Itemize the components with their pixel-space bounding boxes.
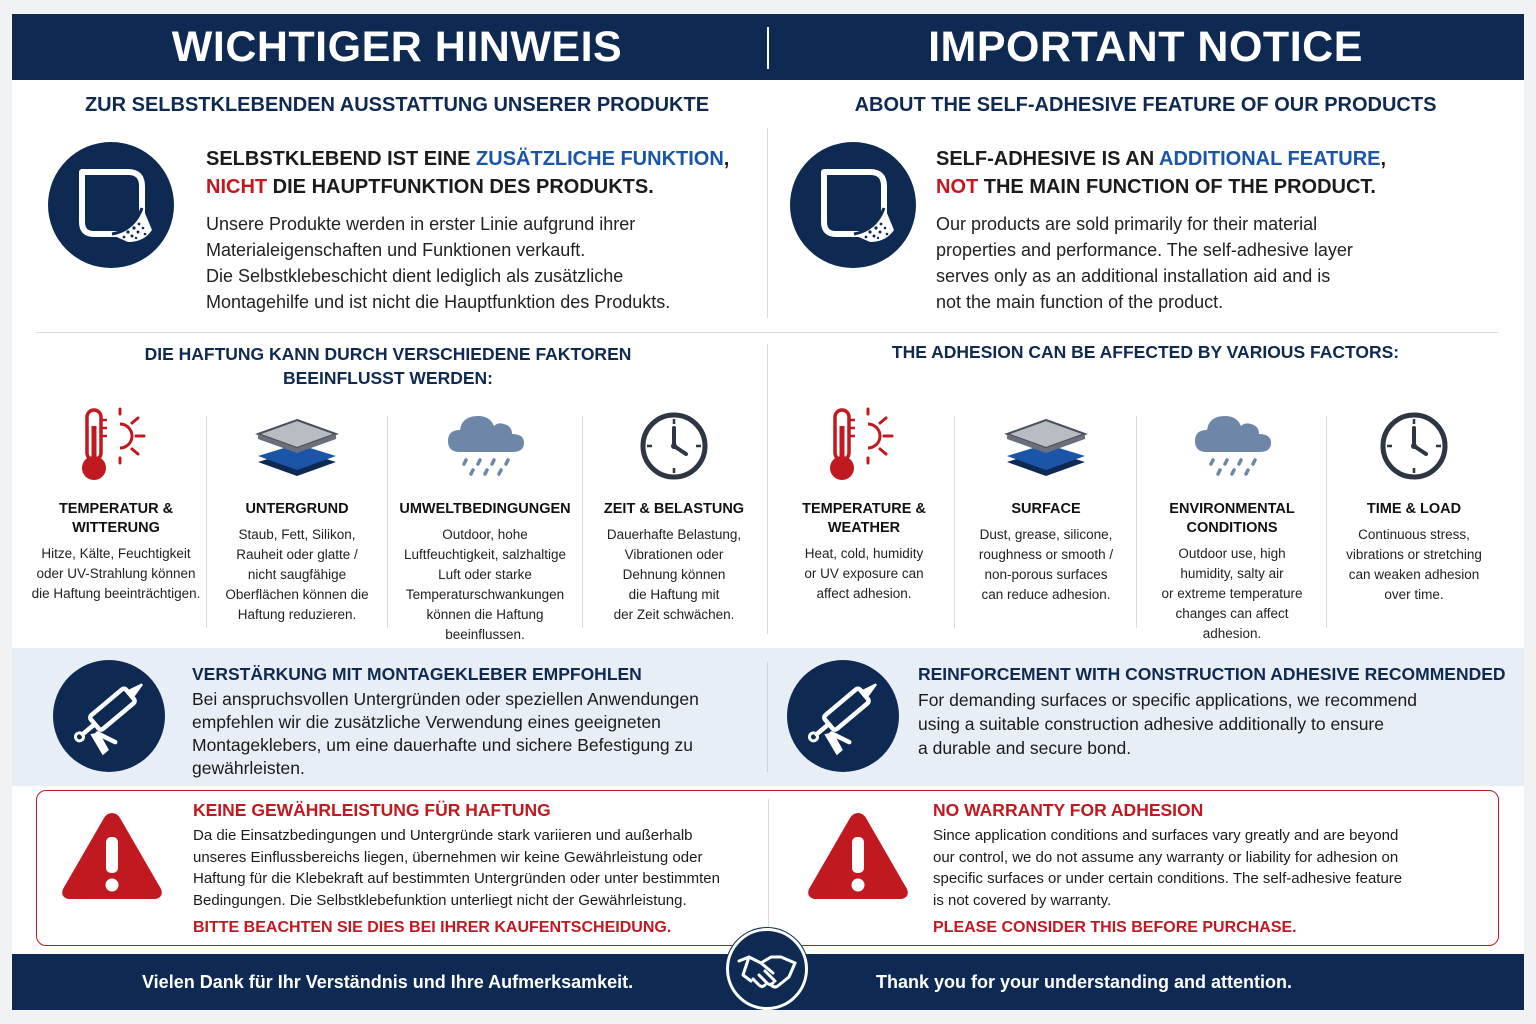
intro-body-en-line: not the main function of the product. <box>936 292 1224 312</box>
factor-body-line: der Zeit schwächen. <box>613 607 735 622</box>
warning-triangle-icon <box>803 807 913 907</box>
adhesive-sheet-icon <box>48 142 174 268</box>
factor-body-line: Dehnung können <box>622 567 726 582</box>
reinforcement-body-line: gewährleisten. <box>192 758 305 778</box>
subtitle-de: ZUR SELBSTKLEBENDEN AUSSTATTUNG UNSERER PRODUKTE <box>84 93 710 116</box>
warranty-body-line: specific surfaces or under certain conditions. The self-adhesive feature <box>933 870 1403 887</box>
warranty-body-line: Haftung für die Klebekraft auf bestimmten Untergründen oder unter bestimmten <box>193 870 720 887</box>
intro-title-en-highlight: ADDITIONAL FEATURE <box>1159 148 1381 170</box>
factor-title-line: TIME & LOAD <box>1366 501 1462 517</box>
thermometer-sun-icon <box>774 406 954 486</box>
factor-body-line: roughness or smooth / <box>978 547 1114 562</box>
factor-divider <box>206 416 207 628</box>
factor-body-line: vibrations or stretching <box>1346 547 1482 562</box>
footer-text-en: Thank you for your understanding and attention. <box>876 971 1293 992</box>
warranty-title-de: KEINE GEWÄHRLEISTUNG FÜR HAFTUNG <box>193 800 551 820</box>
factor-body-line: Luft oder starke <box>438 567 532 582</box>
factor-title-line: CONDITIONS <box>1186 520 1278 536</box>
factor-body-line: Hitze, Kälte, Feuchtigkeit <box>41 546 191 561</box>
reinforcement-body-line: For demanding surfaces or specific applications, we recommend <box>918 690 1417 710</box>
warranty-title-en: NO WARRANTY FOR ADHESION <box>933 800 1204 820</box>
caulking-gun-icon <box>787 660 899 772</box>
intro-title-de <box>206 145 766 201</box>
factor-body-line: affect adhesion. <box>816 586 912 601</box>
rain-cloud-icon <box>389 406 581 486</box>
intro-body-de-line: Montagehilfe und ist nicht die Hauptfunktion des Produkts. <box>206 292 671 312</box>
warranty-footer-en: PLEASE CONSIDER THIS BEFORE PURCHASE. <box>933 919 1297 936</box>
factor-body-line: can reduce adhesion. <box>981 587 1111 602</box>
factor-title-line: SURFACE <box>1011 501 1081 517</box>
factor-body-line: beeinflussen. <box>445 627 525 642</box>
factors-heading-de-line: BEEINFLUSST WERDEN: <box>283 368 493 388</box>
intro-body-en-line: Our products are sold primarily for their material <box>936 214 1318 234</box>
factor-divider <box>582 416 583 628</box>
factor-body-line: Dauerhafte Belastung, <box>606 527 742 542</box>
intro-title-en-part3: THE MAIN FUNCTION OF THE PRODUCT. <box>978 176 1376 198</box>
factor-body-line: Luftfeuchtigkeit, salzhaltige <box>403 547 567 562</box>
rain-cloud-icon <box>1138 406 1326 486</box>
intro-body-en-line: properties and performance. The self-adhesive layer <box>936 240 1353 260</box>
factor-title-line: TEMPERATURE & <box>802 501 926 517</box>
reinforcement-body-line: Montageklebers, um eine dauerhafte und sichere Befestigung zu <box>192 735 694 755</box>
reinforcement-band <box>12 648 1524 786</box>
warranty-body-line: unseres Einflussbereichs liegen, übernehmen wir keine Gewährleistung oder <box>193 848 703 866</box>
factor-temperature-en <box>774 404 954 604</box>
factor-surface-de <box>208 404 386 625</box>
title-en: IMPORTANT NOTICE <box>928 22 1363 71</box>
factor-surface-en <box>956 404 1136 605</box>
clock-icon <box>1328 406 1500 486</box>
reinforcement-body-de <box>192 688 762 780</box>
factor-divider <box>387 416 388 628</box>
caulking-gun-icon <box>53 660 165 772</box>
warning-triangle-icon <box>57 807 167 907</box>
title-de: WICHTIGER HINWEIS <box>171 22 623 71</box>
center-divider-middle <box>767 344 768 634</box>
center-divider-band <box>767 662 768 772</box>
intro-body-de <box>206 211 766 315</box>
intro-title-de-comma: , <box>723 148 730 170</box>
warranty-body-line: our control, we do not assume any warranty or liability for adhesion on <box>933 848 1399 866</box>
intro-body-de-line: Unsere Produkte werden in erster Linie aufgrund ihrer <box>206 214 636 234</box>
intro-title-en-comma: , <box>1380 148 1387 170</box>
factors-heading-de <box>12 342 764 390</box>
factor-body-line: over time. <box>1384 587 1444 602</box>
factor-divider <box>954 416 955 628</box>
factors-heading-en-line: THE ADHESION CAN BE AFFECTED BY VARIOUS FACTORS: <box>891 342 1400 362</box>
warranty-footer-de: BITTE BEACHTEN SIE DIES BEI IHRER KAUFENTSCHEIDUNG. <box>193 919 672 936</box>
intro-title-de-part3: DIE HAUPTFUNKTION DES PRODUKTS. <box>267 176 654 198</box>
reinforcement-body-en <box>918 688 1508 760</box>
factor-body-line: die Haftung mit <box>628 587 720 602</box>
factors-heading-de-line: DIE HAFTUNG KANN DURCH VERSCHIEDENE FAKTOREN <box>144 344 632 364</box>
factor-title-line: WEATHER <box>827 520 901 536</box>
warranty-body-de <box>193 825 763 911</box>
title-bar <box>12 14 1524 80</box>
factor-body-line: Outdoor use, high <box>1178 546 1286 561</box>
factor-body-line: non-porous surfaces <box>984 567 1108 582</box>
factor-divider <box>1136 416 1137 628</box>
factor-title-line: UMWELTBEDINGUNGEN <box>399 501 571 517</box>
intro-body-en-line: serves only as an additional installation aid and is <box>936 266 1331 286</box>
factor-body-line: or extreme temperature <box>1161 586 1303 601</box>
intro-title-en <box>936 145 1506 201</box>
warranty-body-line: Since application conditions and surfaces vary greatly and are beyond <box>933 827 1399 844</box>
center-divider-warranty <box>768 799 769 937</box>
thermometer-sun-icon <box>26 406 206 486</box>
intro-title-de-part1: SELBSTKLEBEND IST EINE <box>206 148 477 170</box>
factors-heading-en <box>767 340 1524 364</box>
intro-body-en <box>936 211 1506 315</box>
factor-body-line: adhesion. <box>1202 626 1262 641</box>
factor-temperature-de <box>26 404 206 604</box>
intro-title-en-negation: NOT <box>936 176 979 198</box>
factor-title-line: UNTERGRUND <box>245 501 349 517</box>
handshake-icon <box>726 928 808 1010</box>
intro-body-de-line: Materialeigenschaften und Funktionen verkauft. <box>206 240 586 260</box>
factor-body-line: Temperaturschwankungen <box>405 587 565 602</box>
factor-body-line: humidity, salty air <box>1180 566 1284 581</box>
factor-body-line: können die Haftung <box>426 607 544 622</box>
factor-body-line: die Haftung beeinträchtigen. <box>31 586 201 601</box>
surface-layers-icon <box>208 406 386 486</box>
adhesive-sheet-icon <box>790 142 916 268</box>
reinforcement-body-line: empfehlen wir die zusätzliche Verwendung eines geeigneten <box>192 712 661 732</box>
warranty-box <box>36 790 1499 946</box>
factor-environment-en <box>1138 404 1326 644</box>
factor-time-de <box>584 404 764 625</box>
reinforcement-body-line: a durable and secure bond. <box>918 738 1132 758</box>
factor-body-line: changes can affect <box>1175 606 1289 621</box>
subtitle-en: ABOUT THE SELF-ADHESIVE FEATURE OF OUR PRODUCTS <box>854 93 1437 116</box>
factor-time-en <box>1328 404 1500 605</box>
factor-title-line: ZEIT & BELASTUNG <box>603 501 745 517</box>
factor-body-line: Dust, grease, silicone, <box>979 527 1113 542</box>
factor-title-line: WITTERUNG <box>72 520 160 536</box>
factor-environment-de <box>389 404 581 645</box>
factor-body-line: Rauheit oder glatte / <box>236 547 358 562</box>
factor-body-line: Oberflächen können die <box>225 587 369 602</box>
factor-body-line: Outdoor, hohe <box>442 527 528 542</box>
reinforcement-body-line: using a suitable construction adhesive additionally to ensure <box>918 714 1384 734</box>
factor-body-line: oder UV-Strahlung können <box>36 566 196 581</box>
reinforcement-body-line: Bei anspruchsvollen Untergründen oder speziellen Anwendungen <box>192 689 699 709</box>
intro-title-de-negation: NICHT <box>206 176 268 198</box>
surface-layers-icon <box>956 406 1136 486</box>
factor-body-line: Haftung reduzieren. <box>237 607 357 622</box>
factor-body-line: can weaken adhesion <box>1348 567 1480 582</box>
center-divider-top <box>767 128 768 318</box>
notice-sheet <box>12 14 1524 1010</box>
reinforcement-title-en: REINFORCEMENT WITH CONSTRUCTION ADHESIVE RECOMMENDED <box>918 664 1506 684</box>
footer-text-de: Vielen Dank für Ihr Verständnis und Ihre Aufmerksamkeit. <box>142 971 634 992</box>
section-separator <box>36 332 1498 333</box>
factor-divider <box>1326 416 1327 628</box>
warranty-body-en <box>933 825 1493 911</box>
intro-title-en-part1: SELF-ADHESIVE IS AN <box>936 148 1159 170</box>
reinforcement-title-de: VERSTÄRKUNG MIT MONTAGEKLEBER EMPFOHLEN <box>192 664 642 684</box>
factor-body-line: Staub, Fett, Silikon, <box>238 527 356 542</box>
factor-title-line: TEMPERATUR & <box>58 501 174 517</box>
factor-body-line: nicht saugfähige <box>247 567 347 582</box>
factor-title-line: ENVIRONMENTAL <box>1169 501 1295 517</box>
clock-icon <box>584 406 764 486</box>
factor-body-line: Heat, cold, humidity <box>804 546 924 561</box>
intro-title-de-highlight: ZUSÄTZLICHE FUNKTION <box>476 148 724 170</box>
factor-body-line: or UV exposure can <box>804 566 924 581</box>
warranty-body-line: Bedingungen. Die Selbstklebefunktion unterliegt nicht der Gewährleistung. <box>193 891 687 909</box>
warranty-body-line: is not covered by warranty. <box>933 891 1112 909</box>
warranty-body-line: Da die Einsatzbedingungen und Untergründe stark variieren und außerhalb <box>193 827 693 844</box>
factor-body-line: Continuous stress, <box>1358 527 1470 542</box>
factor-body-line: Vibrationen oder <box>624 547 724 562</box>
intro-body-de-line: Die Selbstklebeschicht dient lediglich als zusätzliche <box>206 266 624 286</box>
